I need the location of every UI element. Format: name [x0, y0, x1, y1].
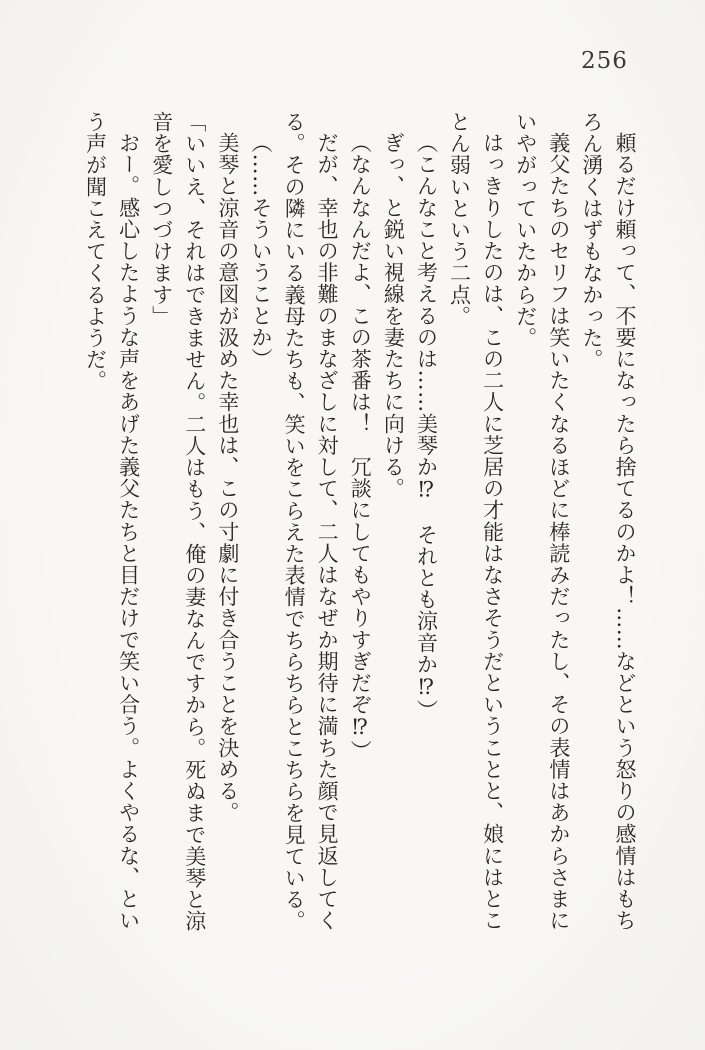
- text-line: る。その隣にいる義母たちも、笑いをこらえた表情でちらちらとこちらを見ている。: [282, 111, 307, 932]
- text-line: う声が聞こえてくるようだ。: [83, 111, 108, 392]
- text-line: はっきりしたのは、この二人に芝居の才能はなさそうだということと、娘にはとこ: [480, 132, 505, 932]
- text-line: （なんなんだよ、この茶番は！ 冗談にしてもやりすぎだぞ⁉）: [348, 132, 373, 762]
- text-line: だが、幸也の非難のまなざしに対して、二人はなぜか期待に満ちた顔で見返してく: [315, 132, 340, 932]
- text-line: （こんなこと考えるのは……美琴か⁉ それとも涼音か⁉）: [414, 132, 439, 722]
- text-line: とん弱いという二点。: [447, 111, 472, 327]
- page-number: 256: [581, 48, 628, 74]
- text-line: ぎっ、と鋭い視線を妻たちに向ける。: [381, 132, 406, 500]
- text-line: （……そういうことか）: [248, 132, 273, 370]
- text-line: 「いいえ、それはできません。二人はもう、俺の妻なんですから。死ぬまで美琴と涼: [182, 111, 207, 932]
- text-line: 頼るだけ頼って、不要になったら捨てるのかよ！……などという怒りの感情はもち: [613, 132, 637, 932]
- text-line: 音を愛しつづけます」: [149, 111, 174, 327]
- text-line: おー。感心したような声をあげた義父たちと目だけで笑い合う。よくやるな、とい: [116, 132, 141, 932]
- vertical-text-block: [78, 111, 641, 953]
- text-line: いやがっていたからだ。: [513, 111, 538, 349]
- text-line: ろん湧くはずもなかった。: [579, 111, 604, 371]
- text-line: 美琴と涼音の意図が汲めた幸也は、この寸劇に付き合うことを決める。: [215, 132, 240, 824]
- text-line: 義父たちのセリフは笑いたくなるほどに棒読みだったし、その表情はあからさまに: [546, 132, 571, 932]
